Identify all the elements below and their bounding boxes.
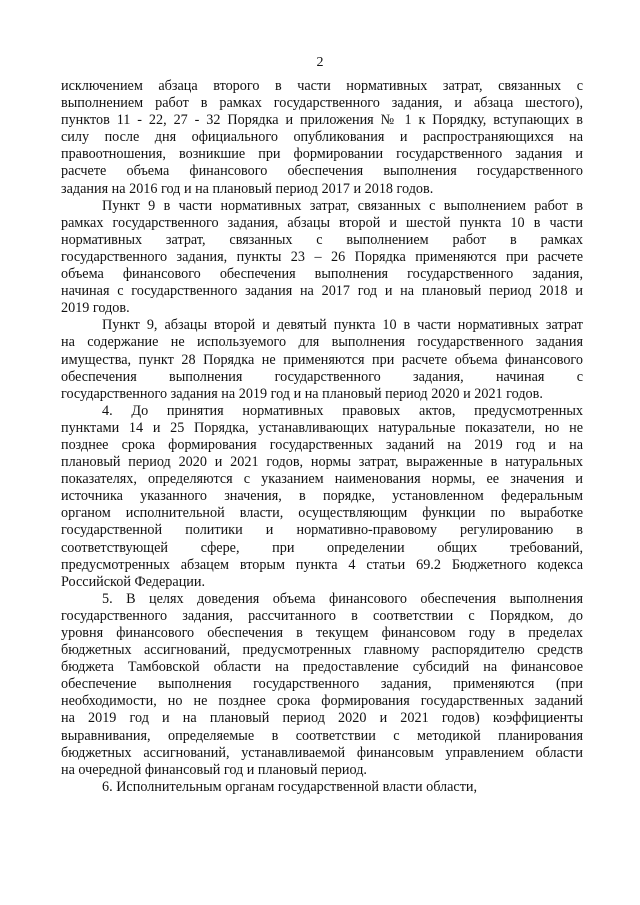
text-line: соответствующей сфере, при определении общих требований, bbox=[61, 539, 583, 556]
paragraph bbox=[61, 317, 583, 402]
text-line: на очередной финансовый год и плановый период. bbox=[61, 761, 367, 778]
text-line: бюджетных ассигнований, устанавливаемой финансовым управлением области bbox=[61, 744, 583, 761]
text-line: государственного задания, пункты 23 – 26 Порядка применяются при расчете bbox=[61, 248, 583, 265]
text-line: бюджетных ассигнований, предусмотренных главному распорядителю средств bbox=[61, 642, 583, 659]
text-line: 4. До принятия нормативных правовых актов, предусмотренных bbox=[102, 402, 583, 419]
text-line: на 2019 год и на плановый период 2020 и 2021 годов) коэффициенты bbox=[61, 710, 583, 727]
text-line: 6. Исполнительным органам государственной власти области, bbox=[102, 778, 478, 795]
text-line: органом исполнительной власти, осуществляющим функции по выработке bbox=[61, 505, 583, 522]
paragraph bbox=[61, 403, 583, 591]
text-line: выравнивания, определяемые в соответствии с методикой планирования bbox=[61, 727, 583, 744]
text-line: начиная с государственного задания на 2017 год и на плановый период 2018 и bbox=[61, 283, 583, 300]
text-line: показателях, определяются с указанием наименования нормы, ее значения и bbox=[61, 471, 583, 488]
text-line: государственной политики и нормативно-правовому регулированию в bbox=[61, 522, 583, 539]
paragraph bbox=[61, 78, 583, 198]
text-line: необходимости, но не позднее срока формирования государственных заданий bbox=[61, 693, 583, 710]
text-line: 2019 годов. bbox=[61, 300, 130, 317]
text-line: имущества, пункт 28 Порядка не применяются при расчете объема финансового bbox=[61, 351, 583, 368]
document-body bbox=[61, 78, 583, 796]
text-line: плановый период 2020 и 2021 годов, нормы затрат, выраженные в натуральных bbox=[61, 454, 583, 471]
text-line: исключением абзаца второго в части нормативных затрат, связанных с bbox=[61, 78, 583, 94]
text-line: силу после дня официального опубликования и распространяющихся на bbox=[61, 129, 583, 146]
text-line: Российской Федерации. bbox=[61, 573, 206, 590]
text-line: 5. В целях доведения объема финансового обеспечения выполнения bbox=[102, 590, 583, 607]
text-line: бюджета Тамбовской области на предоставление субсидий на финансовое bbox=[61, 659, 583, 676]
text-line: предусмотренных абзацем вторым пункта 4 статьи 69.2 Бюджетного кодекса bbox=[61, 556, 583, 573]
text-line: правоотношения, возникшие при формировании государственного задания и bbox=[61, 146, 583, 163]
text-line: объема финансового обеспечения выполнения государственного задания, bbox=[61, 266, 583, 283]
paragraph bbox=[61, 591, 583, 779]
text-line: рамках государственного задания, абзацы второй и шестой пункта 10 в части bbox=[61, 214, 583, 231]
text-line: уровня финансового обеспечения в текущем финансовом году в пределах bbox=[61, 625, 583, 641]
text-line: государственного задания, рассчитанного в соответствии с Порядком, до bbox=[61, 607, 583, 624]
text-line: на содержание не используемого для выполнения государственного задания bbox=[61, 334, 583, 351]
text-line: Пункт 9, абзацы второй и девятый пункта 10 в части нормативных затрат bbox=[102, 317, 583, 334]
text-line: Пункт 9 в части нормативных затрат, связанных с выполнением работ в bbox=[102, 197, 583, 214]
text-line: пунктов 11 - 22, 27 - 32 Порядка и приложения № 1 к Порядку, вступающих в bbox=[61, 112, 583, 129]
paragraph bbox=[61, 198, 583, 318]
text-line: задания на 2016 год и на плановый период 2017 и 2018 годов. bbox=[61, 180, 434, 197]
text-line: позднее срока формирования государственных заданий на 2019 год и на bbox=[61, 436, 583, 453]
text-line: государственного задания на 2019 год и на плановый период 2020 и 2021 годов. bbox=[61, 385, 543, 402]
text-line: расчете объема финансового обеспечения выполнения государственного bbox=[61, 163, 583, 180]
text-line: выполнением работ в рамках государственного задания, и абзаца шестого), bbox=[61, 95, 583, 112]
text-line: пунктами 14 и 25 Порядка, устанавливающих натуральные показатели, но не bbox=[61, 419, 583, 436]
text-line: обеспечения выполнения государственного задания, начиная с bbox=[61, 368, 583, 385]
page-number: 2 bbox=[316, 55, 324, 70]
text-line: источника указанного значения, в порядке, установленном федеральным bbox=[61, 488, 583, 505]
text-line: нормативных затрат, связанных с выполнением работ в рамках bbox=[61, 231, 583, 248]
text-line: обеспечение выполнения государственного задания, применяются (при bbox=[61, 676, 583, 693]
paragraph bbox=[61, 779, 583, 796]
